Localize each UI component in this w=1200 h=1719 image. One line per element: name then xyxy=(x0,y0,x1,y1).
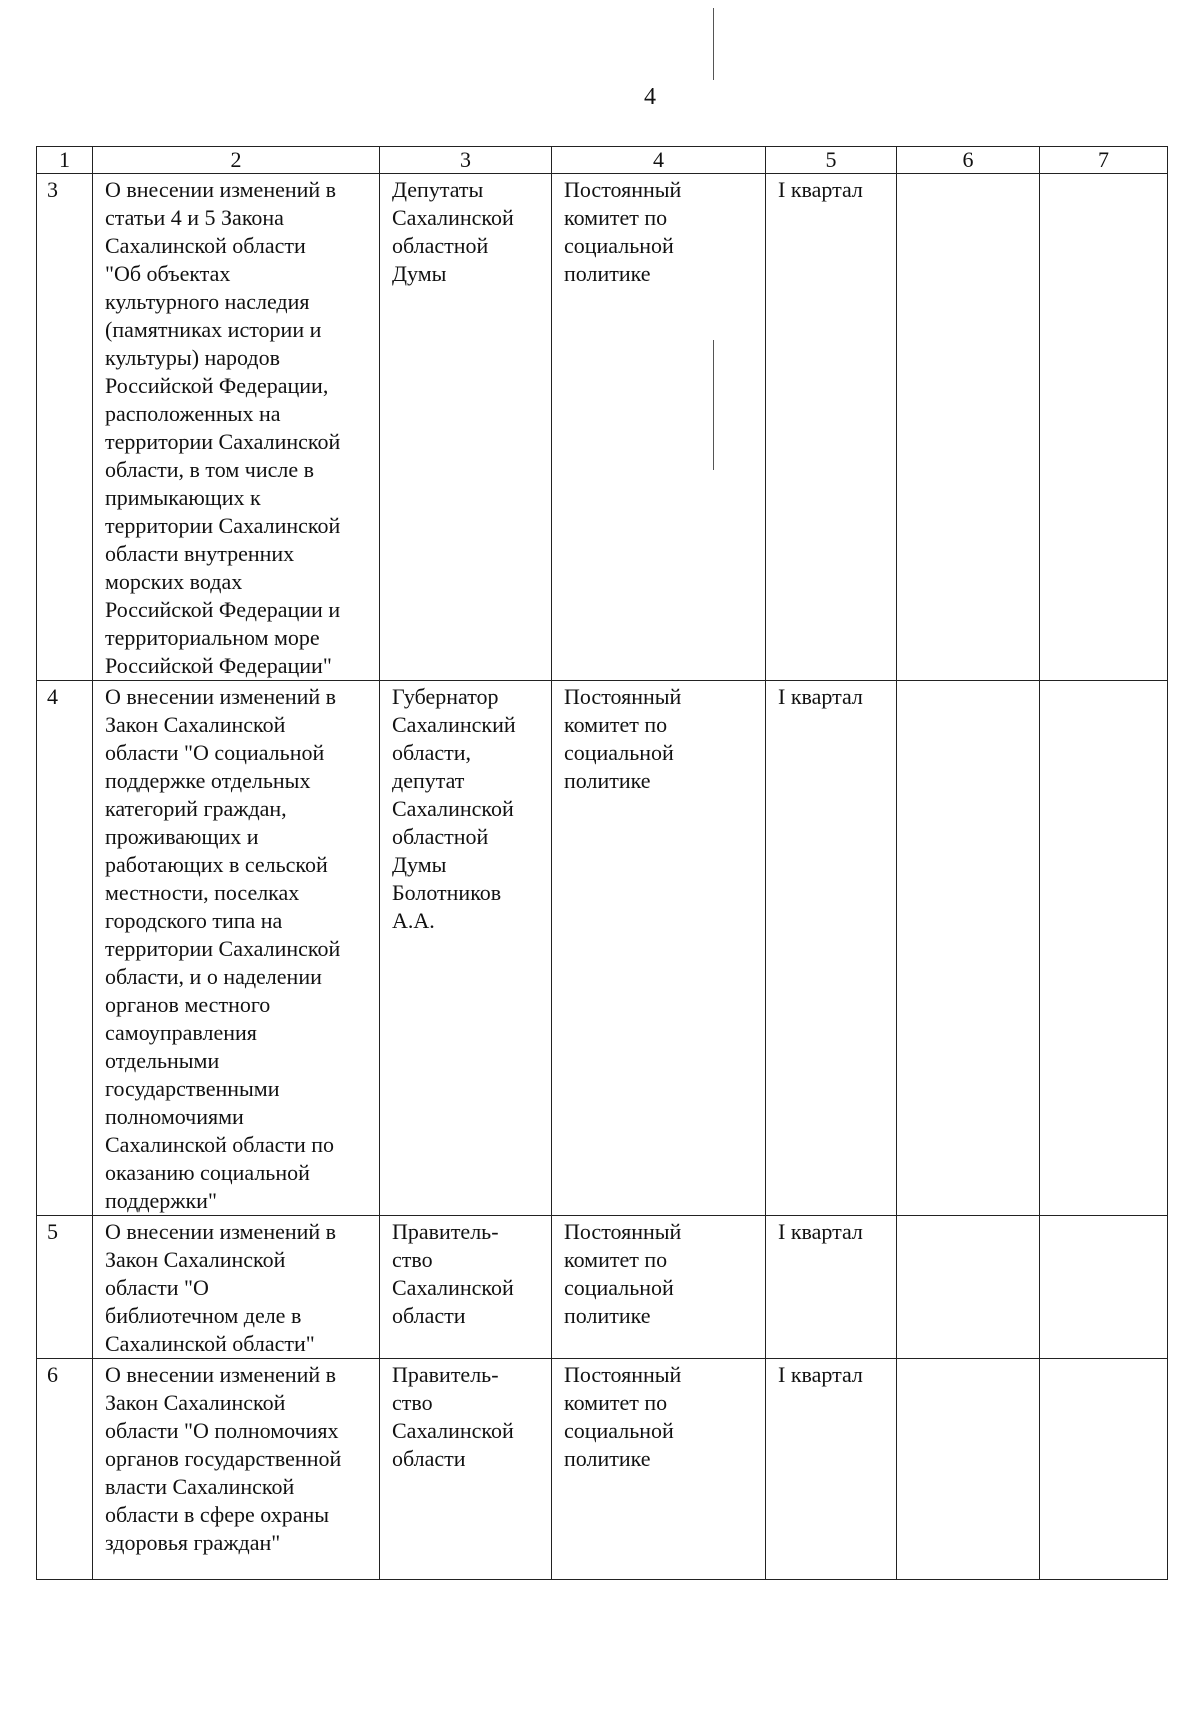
bill-title-line: О внесении изменений в xyxy=(105,1362,337,1387)
bill-title-line: поддержке отдельных xyxy=(105,768,311,793)
committee-line: комитет по xyxy=(564,205,668,230)
bill-title-line: Сахалинской области xyxy=(105,233,306,258)
bill-title-line: статьи 4 и 5 Закона xyxy=(105,205,284,230)
bill-title-line: культуры) народов xyxy=(105,345,281,370)
initiator-line: областной xyxy=(392,824,489,849)
initiator-line: Правитель- xyxy=(392,1362,499,1387)
initiator-line: Думы xyxy=(392,852,447,877)
header-cell: 4 xyxy=(552,147,766,174)
bill-title-line: расположенных на xyxy=(105,401,281,426)
initiator-line: Сахалинской xyxy=(392,796,514,821)
initiator-cell xyxy=(380,681,552,1216)
bill-title-line: примыкающих к xyxy=(105,485,261,510)
initiator-line: Сахалинской xyxy=(392,205,514,230)
bill-title-line: территориальном море xyxy=(105,625,320,650)
bill-title-line: Закон Сахалинской xyxy=(105,712,286,737)
committee-cell xyxy=(552,681,766,1216)
bill-title-line: Российской Федерации и xyxy=(105,597,341,622)
bill-title-line: морских водах xyxy=(105,569,243,594)
bill-title-line: территории Сахалинской xyxy=(105,936,341,961)
term-cell: I квартал xyxy=(766,1216,897,1359)
initiator-line: области, xyxy=(392,740,472,765)
header-cell: 1 xyxy=(37,147,93,174)
initiator-cell xyxy=(380,1359,552,1580)
bill-title-line: проживающих и xyxy=(105,824,259,849)
bill-title-line: области в сфере охраны xyxy=(105,1502,330,1527)
committee-line: Постоянный xyxy=(564,1219,682,1244)
committee-line: социальной xyxy=(564,1418,674,1443)
bill-title-cell xyxy=(93,174,380,681)
committee-line: комитет по xyxy=(564,712,668,737)
bill-title-cell xyxy=(93,1216,380,1359)
bill-title-line: городского типа на xyxy=(105,908,283,933)
bill-title-line: области "О полномочиях xyxy=(105,1418,339,1443)
table-row xyxy=(37,681,1168,1216)
term-cell: I квартал xyxy=(766,681,897,1216)
committee-line: Постоянный xyxy=(564,177,682,202)
column-7-cell xyxy=(1040,1359,1168,1580)
bill-title-line: "Об объектах xyxy=(105,261,231,286)
initiator-line: Депутаты xyxy=(392,177,484,202)
legislation-plan-table xyxy=(36,146,1168,1580)
initiator-line: депутат xyxy=(392,768,465,793)
bill-title-line: поддержки" xyxy=(105,1188,217,1213)
bill-title-line: самоуправления xyxy=(105,1020,257,1045)
bill-title-line: О внесении изменений в xyxy=(105,177,337,202)
initiator-line: Сахалинской xyxy=(392,1275,514,1300)
column-7-cell xyxy=(1040,681,1168,1216)
committee-line: комитет по xyxy=(564,1247,668,1272)
bill-title-line: территории Сахалинской xyxy=(105,429,341,454)
committee-cell xyxy=(552,1216,766,1359)
column-7-cell xyxy=(1040,174,1168,681)
row-number-cell: 4 xyxy=(37,681,93,1216)
initiator-line: Болотников xyxy=(392,880,502,905)
row-number-cell: 5 xyxy=(37,1216,93,1359)
column-7-cell xyxy=(1040,1216,1168,1359)
committee-cell xyxy=(552,1359,766,1580)
row-number-cell: 6 xyxy=(37,1359,93,1580)
column-6-cell xyxy=(897,174,1040,681)
committee-line: социальной xyxy=(564,1275,674,1300)
column-6-cell xyxy=(897,681,1040,1216)
initiator-line: Правитель- xyxy=(392,1219,499,1244)
bill-title-line: полномочиями xyxy=(105,1104,244,1129)
committee-line: социальной xyxy=(564,740,674,765)
table-row xyxy=(37,1359,1168,1580)
table-row xyxy=(37,174,1168,681)
term-cell: I квартал xyxy=(766,1359,897,1580)
initiator-line: Думы xyxy=(392,261,447,286)
column-6-cell xyxy=(897,1359,1040,1580)
initiator-cell xyxy=(380,1216,552,1359)
bill-title-line: Российской Федерации" xyxy=(105,653,332,678)
committee-cell xyxy=(552,174,766,681)
committee-line: Постоянный xyxy=(564,1362,682,1387)
committee-line: политике xyxy=(564,1303,651,1328)
bill-title-line: О внесении изменений в xyxy=(105,1219,337,1244)
bill-title-line: здоровья граждан" xyxy=(105,1530,281,1555)
committee-line: политике xyxy=(564,261,651,286)
bill-title-line: области внутренних xyxy=(105,541,295,566)
initiator-line: области xyxy=(392,1446,466,1471)
bill-title-line: государственными xyxy=(105,1076,280,1101)
initiator-line: Сахалинский xyxy=(392,712,516,737)
bill-title-line: области "О xyxy=(105,1275,209,1300)
initiator-line: областной xyxy=(392,233,489,258)
bill-title-line: (памятниках истории и xyxy=(105,317,322,342)
bill-title-line: Закон Сахалинской xyxy=(105,1390,286,1415)
bill-title-line: оказанию социальной xyxy=(105,1160,310,1185)
initiator-cell xyxy=(380,174,552,681)
initiator-line: Сахалинской xyxy=(392,1418,514,1443)
header-cell: 7 xyxy=(1040,147,1168,174)
initiator-line: Губернатор xyxy=(392,684,499,709)
bill-title-line: Закон Сахалинской xyxy=(105,1247,286,1272)
initiator-line: ство xyxy=(392,1390,433,1415)
column-6-cell xyxy=(897,1216,1040,1359)
header-cell: 6 xyxy=(897,147,1040,174)
bill-title-line: местности, поселках xyxy=(105,880,300,905)
header-cell: 3 xyxy=(380,147,552,174)
scan-mark-vertical xyxy=(713,8,714,80)
bill-title-line: власти Сахалинской xyxy=(105,1474,295,1499)
page-number: 4 xyxy=(644,84,656,110)
bill-title-line: отдельными xyxy=(105,1048,220,1073)
committee-line: Постоянный xyxy=(564,684,682,709)
row-number-cell: 3 xyxy=(37,174,93,681)
initiator-line: ство xyxy=(392,1247,433,1272)
bill-title-line: Сахалинской области" xyxy=(105,1331,315,1356)
bill-title-line: культурного наследия xyxy=(105,289,310,314)
committee-line: политике xyxy=(564,768,651,793)
header-cell: 2 xyxy=(93,147,380,174)
committee-line: комитет по xyxy=(564,1390,668,1415)
table-row xyxy=(37,1216,1168,1359)
term-cell: I квартал xyxy=(766,174,897,681)
bill-title-line: территории Сахалинской xyxy=(105,513,341,538)
committee-line: социальной xyxy=(564,233,674,258)
bill-title-cell xyxy=(93,1359,380,1580)
table-header-row xyxy=(37,147,1168,174)
initiator-line: области xyxy=(392,1303,466,1328)
bill-title-line: библиотечном деле в xyxy=(105,1303,302,1328)
bill-title-line: О внесении изменений в xyxy=(105,684,337,709)
bill-title-line: органов местного xyxy=(105,992,271,1017)
initiator-line: А.А. xyxy=(392,908,435,933)
bill-title-line: категорий граждан, xyxy=(105,796,287,821)
committee-line: политике xyxy=(564,1446,651,1471)
bill-title-line: Российской Федерации, xyxy=(105,373,329,398)
bill-title-line: области "О социальной xyxy=(105,740,325,765)
bill-title-line: Сахалинской области по xyxy=(105,1132,335,1157)
bill-title-line: области, в том числе в xyxy=(105,457,314,482)
bill-title-line: органов государственной xyxy=(105,1446,342,1471)
bill-title-cell xyxy=(93,681,380,1216)
bill-title-line: работающих в сельской xyxy=(105,852,328,877)
bill-title-line: области, и о наделении xyxy=(105,964,322,989)
header-cell: 5 xyxy=(766,147,897,174)
